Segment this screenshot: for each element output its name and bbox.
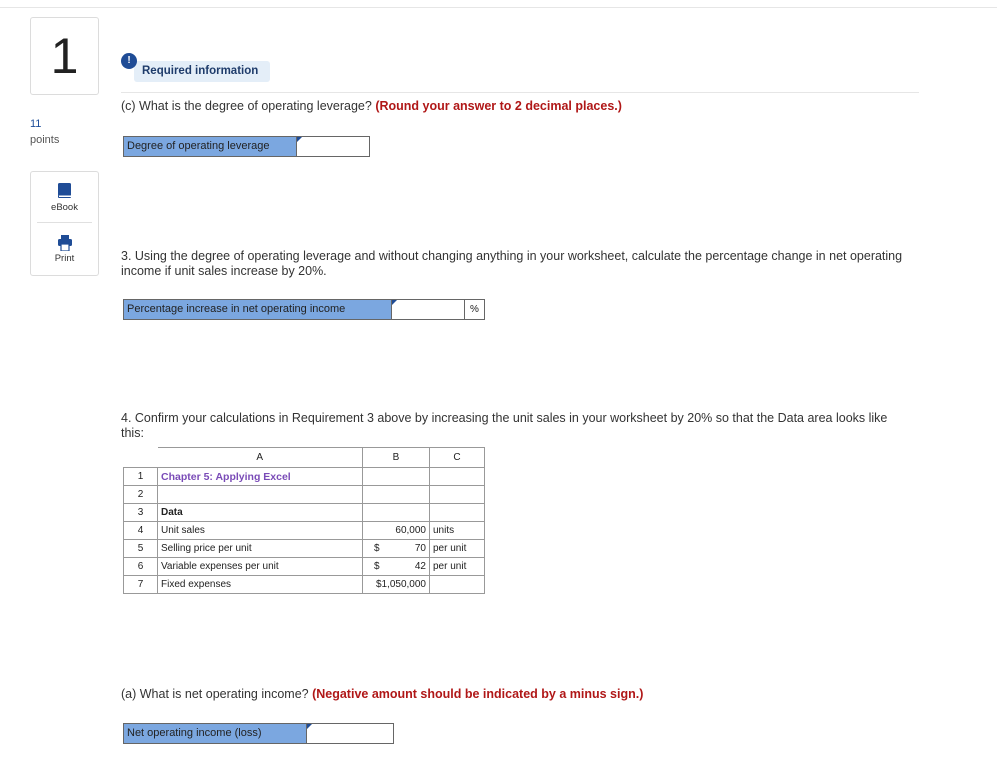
required-info-banner xyxy=(134,61,270,82)
book-icon xyxy=(57,183,72,199)
cell-b3 xyxy=(363,504,430,522)
cell-b5 xyxy=(363,540,430,558)
row-number: 3 xyxy=(124,504,158,522)
part-4-question: 4. Confirm your calculations in Requirement 3 above by increasing the unit sales in your worksheet by 20% so that the Data area looks like this: xyxy=(121,411,888,440)
cell-b6 xyxy=(363,558,430,576)
cell-a7: Fixed expenses xyxy=(158,576,363,594)
cell-b6-value: 42 xyxy=(414,561,426,572)
cell-c4: units xyxy=(430,522,485,540)
question-number: 1 xyxy=(50,28,79,84)
tools-divider xyxy=(37,222,92,223)
currency-symbol: $ xyxy=(374,561,380,572)
input-marker-icon xyxy=(297,137,302,142)
degree-leverage-input[interactable] xyxy=(297,138,369,157)
percent-unit: % xyxy=(464,299,485,320)
table-row xyxy=(124,504,485,522)
row-number: 5 xyxy=(124,540,158,558)
row-number: 4 xyxy=(124,522,158,540)
printer-icon xyxy=(57,235,73,251)
cell-a3: Data xyxy=(158,504,363,522)
print-label: Print xyxy=(54,253,75,264)
table-row xyxy=(124,486,485,504)
cell-a1: Chapter 5: Applying Excel xyxy=(158,468,363,486)
column-header-b: B xyxy=(363,448,430,468)
part-3-question: 3. Using the degree of operating leverage and without changing anything in your worksheet, calculate the percentage change in net operating income if unit sales increase by 20%. xyxy=(121,249,903,278)
table-row xyxy=(124,468,485,486)
cell-c2 xyxy=(430,486,485,504)
cell-c7 xyxy=(430,576,485,594)
table-row xyxy=(124,558,485,576)
percentage-increase-input[interactable] xyxy=(392,301,464,320)
cell-c6: per unit xyxy=(430,558,485,576)
part-a-question-line xyxy=(121,687,911,702)
part-a-question: (a) What is net operating income? xyxy=(121,687,313,701)
cell-a5: Selling price per unit xyxy=(158,540,363,558)
column-header-c: C xyxy=(430,448,485,468)
cell-b5-value: 70 xyxy=(414,543,426,554)
net-operating-income-label: Net operating income (loss) xyxy=(123,723,307,744)
row-number: 7 xyxy=(124,576,158,594)
part-c-question-line xyxy=(121,99,911,114)
row-number: 1 xyxy=(124,468,158,486)
points-label: points xyxy=(30,134,60,146)
part-c-question: (c) What is the degree of operating leverage? xyxy=(121,99,376,113)
currency-symbol: $ xyxy=(374,543,380,554)
cell-c1 xyxy=(430,468,485,486)
cell-b2 xyxy=(363,486,430,504)
row-number: 6 xyxy=(124,558,158,576)
cell-a6: Variable expenses per unit xyxy=(158,558,363,576)
alert-icon: ! xyxy=(121,53,137,69)
percentage-increase-label: Percentage increase in net operating income xyxy=(123,299,392,320)
required-info-label: Required information xyxy=(142,65,259,77)
spreadsheet-data-area xyxy=(123,447,485,594)
degree-leverage-label: Degree of operating leverage xyxy=(123,136,297,157)
table-row xyxy=(124,522,485,540)
part-c-instruction: (Round your answer to 2 decimal places.) xyxy=(375,99,622,113)
part-a-instruction: (Negative amount should be indicated by a minus sign.) xyxy=(312,687,644,701)
cell-b4: 60,000 xyxy=(363,522,430,540)
input-marker-icon xyxy=(307,724,312,729)
column-header-a: A xyxy=(158,448,363,468)
cell-b7: $1,050,000 xyxy=(363,576,430,594)
ebook-label: eBook xyxy=(51,202,78,213)
corner-cell xyxy=(124,448,158,468)
input-marker-icon xyxy=(392,300,397,305)
cell-a4: Unit sales xyxy=(158,522,363,540)
cell-b1 xyxy=(363,468,430,486)
table-row xyxy=(124,540,485,558)
cell-c3 xyxy=(430,504,485,522)
column-header-row xyxy=(124,448,485,468)
top-divider xyxy=(0,7,997,8)
net-operating-income-field-cell xyxy=(306,723,394,744)
question-number-box xyxy=(30,17,99,95)
row-number: 2 xyxy=(124,486,158,504)
tools-panel xyxy=(30,171,99,276)
degree-leverage-field-cell xyxy=(296,136,370,157)
table-row xyxy=(124,576,485,594)
net-operating-income-input[interactable] xyxy=(307,725,393,744)
percentage-increase-field-cell xyxy=(391,299,465,320)
points-value: 11 xyxy=(30,118,42,130)
cell-c5: per unit xyxy=(430,540,485,558)
cell-a2 xyxy=(158,486,363,504)
print-button[interactable] xyxy=(31,224,98,274)
section-divider xyxy=(121,92,919,93)
ebook-button[interactable] xyxy=(31,172,98,222)
